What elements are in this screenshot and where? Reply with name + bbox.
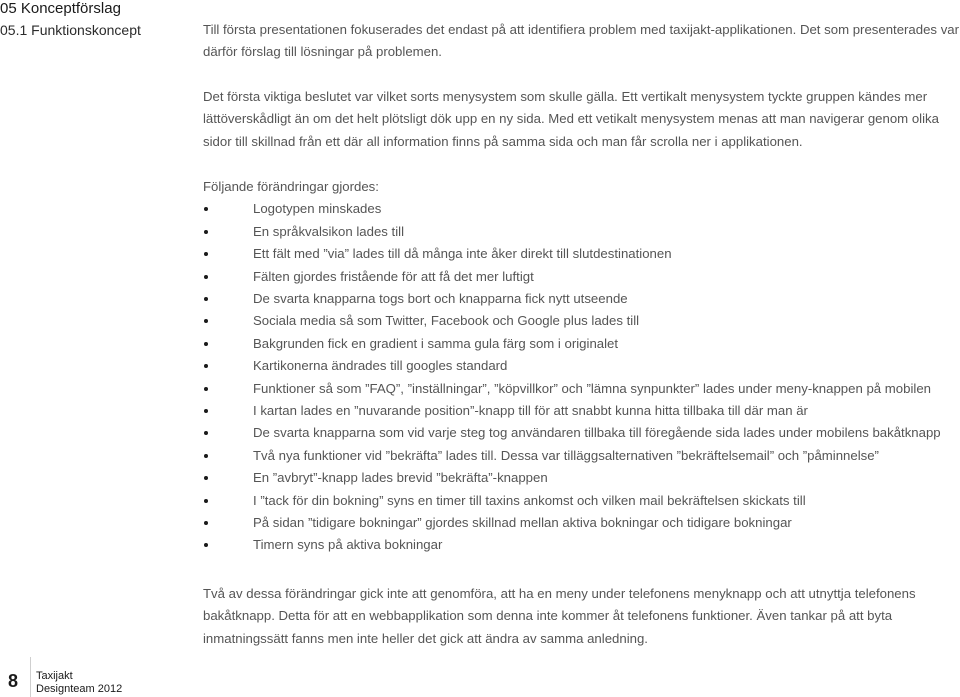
list-intro: Följande förändringar gjordes: <box>203 179 379 195</box>
changes-list <box>203 198 959 556</box>
section-heading: 05 Konceptförslag <box>0 0 121 17</box>
list-item: Två nya funktioner vid ”bekräfta” lades till. Dessa var tilläggsalternativen ”bekräftelsemail” och ”påminnelse” <box>203 445 959 467</box>
list-item: De svarta knapparna togs bort och knapparna fick nytt utseende <box>203 288 959 310</box>
footer-title: Taxijakt <box>36 670 73 682</box>
list-item: Funktioner så som ”FAQ”, ”inställningar”, ”köpvillkor” och ”lämna synpunkter” lades under meny-knappen på mobilen <box>203 378 959 400</box>
paragraph-conclusion: Två av dessa förändringar gick inte att genomföra, att ha en meny under telefonens menyknapp och att utnyttja telefonens bakåtknapp. Detta för att en webbapplikation som denna inte kommer åt telefonens funktioner. Även tankar på att byta inmatningssätt fanns men inte heller det gick att ändra av samma anledning. <box>203 585 916 646</box>
list-item: Logotypen minskades <box>203 198 959 220</box>
list-item: Fälten gjordes fristående för att få det mer luftigt <box>203 266 959 288</box>
page-number: 8 <box>8 671 19 691</box>
main-content <box>203 19 959 650</box>
footer-subtitle: Designteam 2012 <box>36 683 123 695</box>
list-item: Sociala media så som Twitter, Facebook och Google plus lades till <box>203 310 959 332</box>
list-item: En ”avbryt”-knapp lades brevid ”bekräfta”-knappen <box>203 467 959 489</box>
subsection-heading: 05.1 Funktionskoncept <box>0 22 141 38</box>
page-footer <box>0 657 960 697</box>
list-item: Kartikonerna ändrades till googles standard <box>203 355 959 377</box>
list-item: På sidan ”tidigare bokningar” gjordes skillnad mellan aktiva bokningar och tidigare bokningar <box>203 512 959 534</box>
paragraph-menu-system: Det första viktiga beslutet var vilket sorts menysystem som skulle gälla. Ett vertikalt menysystem tyckte gruppen kändes mer lättöverskådligt än om det helt plötsligt dök upp en ny sida. Med ett vetikalt menysystem menas att man navigerar genom olika sidor till skillnad från ett där all information finns på samma sida och man får scrolla ner i applikationen. <box>203 88 939 149</box>
list-item: En språkvalsikon lades till <box>203 221 959 243</box>
paragraph-intro: Till första presentationen fokuserades det endast på att identifiera problem med taxijakt-applikationen. Det som presenterades var därför förslag till lösningar på problemen. <box>203 22 960 60</box>
page-number-box <box>0 657 31 697</box>
list-item: Timern syns på aktiva bokningar <box>203 534 959 556</box>
list-item: I kartan lades en ”nuvarande position”-knapp till för att snabbt kunna hitta tillbaka till där man är <box>203 400 959 422</box>
list-item: Ett fält med ”via” lades till då många inte åker direkt till slutdestinationen <box>203 243 959 265</box>
list-item: Bakgrunden fick en gradient i samma gula färg som i originalet <box>203 333 959 355</box>
list-item: I ”tack för din bokning” syns en timer till taxins ankomst och vilken mail bekräftelsen skickats till <box>203 490 959 512</box>
list-item: De svarta knapparna som vid varje steg tog användaren tillbaka till föregående sida lades under mobilens bakåtknapp <box>203 422 959 444</box>
